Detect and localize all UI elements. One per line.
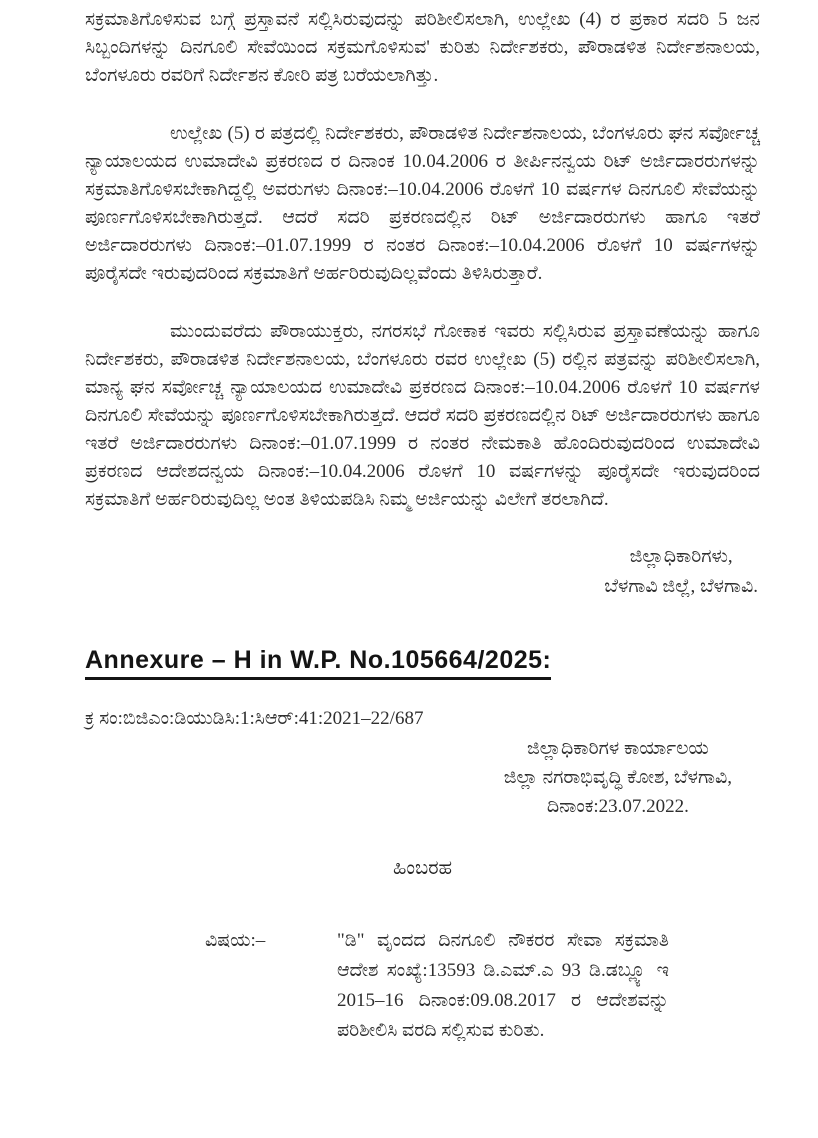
paragraph-3: ಮುಂದುವರೆದು ಪೌರಾಯುಕ್ತರು, ನಗರಸಭೆ ಗೋಕಾಕ ಇವರು ಸಲ್ಲಿಸಿರುವ ಪ್ರಸ್ತಾವಣೆಯನ್ನು ಹಾಗೂ ನಿರ್ದೇಶಕರು, ಪೌರಾಡಳಿತ ನಿರ್ದೇಶನಾಲಯ, ಬೆಂಗಳೂರು ರವರ ಉಲ್ಲೇಖ (5) ರಲ್ಲಿನ ಪತ್ರವನ್ನು ಪರಿಶೀಲಿಸಲಾಗಿ, ಮಾನ್ಯ ಘನ ಸರ್ವೋಚ್ಚ ನ್ಯಾಯಾಲಯದ ಉಮಾದೇವಿ ಪ್ರಕರಣದ ದಿನಾಂಕ:–10.04.2006 ರೊಳಗೆ 10 ವರ್ಷಗಳ ದಿನಗೂಲಿ ಸೇವೆಯನ್ನು ಪೂರ್ಣಗೊಳಿಸಬೇಕಾಗಿರುತ್ತದೆ. ಆದರೆ ಸದರಿ ಪ್ರಕರಣದಲ್ಲಿನ ರಿಟ್ ಅರ್ಜಿದಾರರುಗಳು ಹಾಗೂ ಇತರೆ ಅರ್ಜಿದಾರರುಗಳು ದಿನಾಂಕ:–01.07.1999 ರ ನಂತರ ನೇಮಕಾತಿ ಹೊಂದಿರುವುದರಿಂದ ಉಮಾದೇವಿ ಪ್ರಕರಣದ ಆದೇಶದನ್ವಯ ದಿನಾಂಕ:–10.04.2006 ರೊಳಗೆ 10 ವರ್ಷಗಳನ್ನು ಪೂರೈಸದೇ ಇರುವುದರಿಂದ ಸಕ್ರಮಾತಿಗೆ ಅರ್ಹರಿರುವುದಿಲ್ಲ ಅಂತ ತಿಳಿಯಪಡಿಸಿ ನಿಮ್ಮ ಅರ್ಜಿಯನ್ನು ವಿಲೇಗೆ ತರಲಾಗಿದೆ.	[85, 321, 760, 510]
paragraph-2: ಉಲ್ಲೇಖ (5) ರ ಪತ್ರದಲ್ಲಿ ನಿರ್ದೇಶಕರು, ಪೌರಾಡಳಿತ ನಿರ್ದೇಶನಾಲಯ, ಬೆಂಗಳೂರು ಘನ ಸರ್ವೋಚ್ಚ ನ್ಯಾಯಾಲಯದ ಉಮಾದೇವಿ ಪ್ರಕರಣದ ರ ದಿನಾಂಕ 10.04.2006 ರ ತೀರ್ಪಿನನ್ವಯ ರಿಟ್ ಅರ್ಜಿದಾರರುಗಳನ್ನು ಸಕ್ರಮಾತಿಗೊಳಿಸಬೇಕಾಗಿದ್ದಲ್ಲಿ ಅವರುಗಳು ದಿನಾಂಕ:–10.04.2006 ರೊಳಗೆ 10 ವರ್ಷಗಳ ದಿನಗೂಲಿ ಸೇವೆಯನ್ನು ಪೂರ್ಣಗೊಳಿಸಬೇಕಾಗಿರುತ್ತದೆ. ಆದರೆ ಸದರಿ ಪ್ರಕರಣದಲ್ಲಿನ ರಿಟ್ ಅರ್ಜಿದಾರರುಗಳು ಹಾಗೂ ಇತರೆ ಅರ್ಜಿದಾರರುಗಳು ದಿನಾಂಕ:–01.07.1999 ರ ನಂತರ ದಿನಾಂಕ:–10.04.2006 ರೊಳಗೆ 10 ವರ್ಷಗಳನ್ನು ಪೂರೈಸದೇ ಇರುವುದರಿಂದ ಸಕ್ರಮಾತಿಗೆ ಅರ್ಹರಿರುವುದಿಲ್ಲವೆಂದು ತಿಳಿಸಿರುತ್ತಾರೆ.	[85, 123, 760, 284]
section-heading: ಹಿಂಬರಹ	[392, 858, 453, 879]
subject-label: ವಿಷಯ:–	[205, 930, 266, 951]
annexure-heading	[85, 646, 760, 680]
office-date: ದಿನಾಂಕ:23.07.2022.	[546, 796, 689, 817]
signature-place: ಬೆಳಗಾವಿ ಜಿಲ್ಲೆ, ಬೆಳಗಾವಿ.	[604, 576, 758, 597]
office-block	[504, 734, 732, 821]
signature-designation: ಜಿಲ್ಲಾಧಿಕಾರಿಗಳು,	[629, 546, 733, 567]
signature-block	[604, 542, 758, 602]
body-text	[85, 6, 760, 514]
reference-number: ಕ್ರ ಸಂ:ಬಿಜಿಎಂ:ಡಿಯುಡಿಸಿ:1:ಸಿಆರ್:41:2021–22/687	[85, 708, 424, 729]
office-name: ಜಿಲ್ಲಾಧಿಕಾರಿಗಳ ಕಾರ್ಯಾಲಯ	[526, 738, 709, 759]
office-department: ಜಿಲ್ಲಾ ನಗರಾಭಿವೃದ್ಧಿ ಕೋಶ, ಬೆಳಗಾವಿ,	[503, 767, 732, 788]
paragraph-1: ಸಕ್ರಮಾತಿಗೊಳಿಸುವ ಬಗ್ಗೆ ಪ್ರಸ್ತಾವನೆ ಸಲ್ಲಿಸಿರುವುದನ್ನು ಪರಿಶೀಲಿಸಲಾಗಿ, ಉಲ್ಲೇಖ (4) ರ ಪ್ರಕಾರ ಸದರಿ 5 ಜನ ಸಿಬ್ಬಂದಿಗಳನ್ನು ದಿನಗೂಲಿ ಸೇವೆಯಿಂದ ಸಕ್ರಮಗೊಳಿಸುವ' ಕುರಿತು ನಿರ್ದೇಶಕರು, ಪೌರಾಡಳಿತ ನಿರ್ದೇಶನಾಲಯ, ಬೆಂಗಳೂರು ರವರಿಗೆ ನಿರ್ದೇಶನ ಕೋರಿ ಪತ್ರ ಬರೆಯಲಾಗಿತ್ತು.	[85, 9, 760, 86]
subject-text: "ಡಿ" ವೃಂದದ ದಿನಗೂಲಿ ನೌಕರರ ಸೇವಾ ಸಕ್ರಮಾತಿ ಆದೇಶ ಸಂಖ್ಯೆ:13593 ಡಿ.ಎಮ್.ಎ 93 ಡಿ.ಡಬ್ಲ್ಯೂ ಇ 2015–16 ದಿನಾಂಕ:09.08.2017 ರ ಆದೇಶವನ್ನು ಪರಿಶೀಲಿಸಿ ವರದಿ ಸಲ್ಲಿಸುವ ಕುರಿತು.	[337, 930, 669, 1041]
subject-row	[85, 926, 760, 1046]
annexure-heading-text: Annexure – H in W.P. No.105664/2025:	[85, 646, 551, 680]
